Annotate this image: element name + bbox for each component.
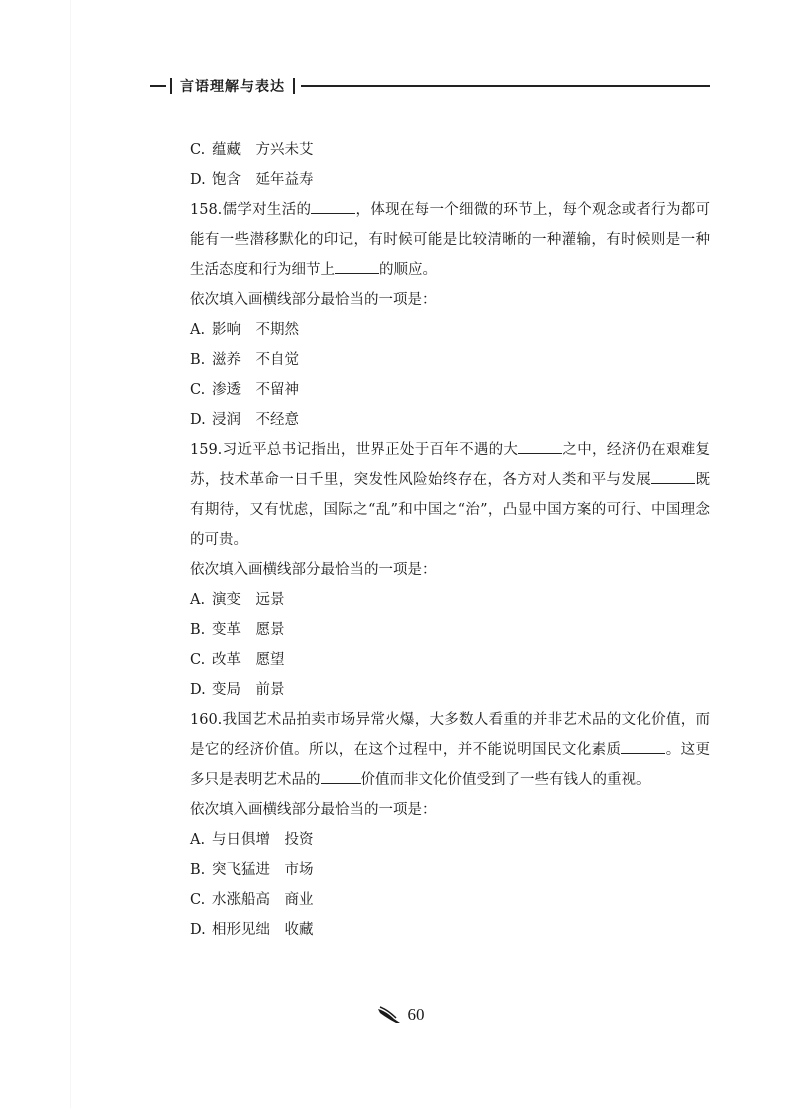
option-text: 变革 愿景 — [212, 622, 285, 638]
option-letter: D. — [190, 172, 206, 188]
option-letter: C. — [190, 652, 206, 668]
option-letter: C. — [190, 382, 206, 398]
option-item — [190, 585, 710, 615]
question-number: 158. — [190, 202, 223, 218]
question-number: 160. — [190, 712, 223, 728]
option-text: 浸润 不经意 — [212, 412, 299, 428]
option-text: 蕴藏 方兴未艾 — [212, 142, 314, 158]
question-160-stem — [190, 705, 710, 795]
page-content — [190, 135, 710, 945]
option-item — [190, 345, 710, 375]
option-letter: D. — [190, 922, 206, 938]
question-number: 159. — [190, 442, 223, 458]
option-text: 变局 前景 — [212, 682, 285, 698]
question-159-stem — [190, 435, 710, 555]
stem-text: 。这更多只是表明艺术品的 — [190, 742, 710, 788]
option-text: 演变 远景 — [212, 592, 285, 608]
option-text: 滋养 不自觉 — [212, 352, 299, 368]
option-letter: B. — [190, 622, 206, 638]
stem-text: 我国艺术品拍卖市场异常火爆，大多数人看重的并非艺术品的文化价值，而是它的经济价值。所以，在这个过程中，并不能说明国民文化素质 — [190, 712, 710, 758]
option-text: 相形见绌 收藏 — [212, 922, 314, 938]
fill-blank — [311, 199, 355, 214]
page-number: 60 — [407, 1005, 425, 1024]
stem-text: 的顺应。 — [379, 262, 437, 278]
option-item — [190, 165, 710, 195]
option-letter: B. — [190, 352, 206, 368]
stem-text: ，体现在每一个细微的环节上，每个观念或者行为都可能有一些潜移默化的印记，有时候可能是比较清晰的一种灌输，有时候则是一种生活态度和行为细节上 — [190, 202, 711, 278]
fill-blank — [321, 769, 361, 784]
option-item — [190, 315, 710, 345]
question-instruction: 依次填入画横线部分最恰当的一项是： — [190, 802, 437, 818]
page-footer — [0, 1000, 800, 1030]
fill-blank — [518, 439, 562, 454]
fill-blank — [621, 739, 665, 754]
option-text: 渗透 不留神 — [212, 382, 299, 398]
option-item — [190, 615, 710, 645]
question-instruction: 依次填入画横线部分最恰当的一项是： — [190, 562, 437, 578]
stem-text: 习近平总书记指出，世界正处于百年不遇的大 — [222, 442, 519, 458]
question-158-stem — [190, 195, 710, 285]
stem-text: 之中，经济仍在艰难复苏，技术革命一日千里，突发性风险始终存在，各方对人类和平与发展 — [190, 442, 711, 488]
option-letter: C. — [190, 892, 206, 908]
option-item — [190, 825, 710, 855]
option-item — [190, 855, 710, 885]
option-text: 饱含 延年益寿 — [212, 172, 314, 188]
option-text: 水涨船高 商业 — [212, 892, 314, 908]
fill-blank — [651, 469, 695, 484]
option-text: 影响 不期然 — [212, 322, 299, 338]
option-text: 与日俱增 投资 — [212, 832, 314, 848]
option-item — [190, 135, 710, 165]
option-letter: A. — [190, 322, 206, 338]
option-text: 突飞猛进 市场 — [212, 862, 314, 878]
running-header — [150, 76, 710, 96]
stem-text: 儒学对生活的 — [222, 202, 312, 218]
option-letter: A. — [190, 592, 206, 608]
header-rule — [301, 85, 710, 87]
header-bar — [293, 78, 295, 94]
option-letter: D. — [190, 682, 206, 698]
header-title: 言语理解与表达 — [180, 79, 285, 95]
option-text: 改革 愿望 — [212, 652, 285, 668]
option-item — [190, 645, 710, 675]
option-letter: B. — [190, 862, 206, 878]
option-item — [190, 405, 710, 435]
stem-text: 价值而非文化价值受到了一些有钱人的重视。 — [360, 772, 651, 788]
option-item — [190, 375, 710, 405]
fill-blank — [335, 259, 379, 274]
stem-text: 既有期待，又有忧虑，国际之“乱”和中国之“治”，凸显中国方案的可行、中国理念的可贵。 — [190, 472, 710, 548]
quill-pen-icon — [376, 1005, 404, 1025]
scan-edge — [70, 0, 71, 1108]
question-instruction: 依次填入画横线部分最恰当的一项是： — [190, 292, 437, 308]
option-letter: A. — [190, 832, 206, 848]
option-item — [190, 675, 710, 705]
header-bar — [170, 78, 172, 94]
header-tick — [150, 85, 166, 87]
option-item — [190, 885, 710, 915]
option-letter: C. — [190, 142, 206, 158]
option-item — [190, 915, 710, 945]
option-letter: D. — [190, 412, 206, 428]
